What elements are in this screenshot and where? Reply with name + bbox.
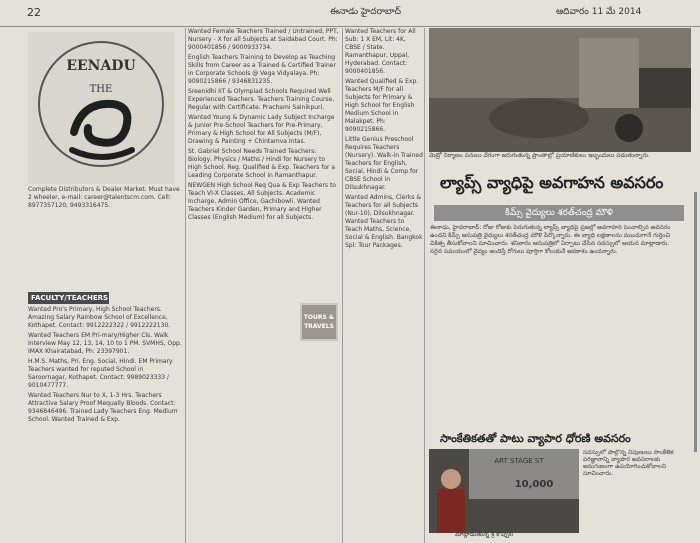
photo-banner-text: ART STAGE ST	[494, 457, 544, 465]
page-header	[0, 0, 700, 27]
classified-column	[28, 186, 182, 290]
column-divider	[342, 28, 343, 543]
logo-tagline: THE	[89, 84, 113, 95]
column-divider	[424, 28, 425, 543]
article-body: ఈనాడు, హైదరాబాద్: రోజు రోజుకు పెరుగుతున్న ల్యాప్స్ వ్యాధిపై ప్రజల్లో అవగాహన పెంచాల్సిన అవసరం ఉందని కిమ్స్ ఆసుపత్రి వైద్యులు శరత్‌చంద్ర మౌళి పేర్కొన్నారు. ఈ వ్యాధి లక్షణాలను ముందుగానే గుర్తించి చికిత్స తీసుకోవాలని సూచించారు. శనివారం ఆసుపత్రిలో ఏర్పాటు చేసిన సదస్సులో ఆయన మాట్లాడారు. సరైన సమయంలో వైద్యం అందిస్తే రోగులు పూర్తిగా కోలుకునే అవకాశం ఉందన్నారు.	[430, 224, 671, 255]
ad-item: St. Gabriel School Needs Trained Teachers: Biology, Physics / Maths / Hindi for Nursery to High School. Reg. Qualified & Exp. Teachers for a Leading Corporate School in Ramanthapur.	[188, 148, 336, 179]
article-headline: ల్యాప్స్ వ్యాధిపై అవగాహన అవసరం	[440, 173, 664, 192]
date-label: ఆదివారం 11 మే 2014	[556, 7, 642, 17]
ad-item: English Teachers Training to Develop as Teaching Skills from Career as a Trained & Certified Trainer in Corporate Schools @ Vega Vidyalaya. Ph: 9090215866 / 9346831235.	[188, 54, 336, 85]
edition-label: ఈనాడు హైదరాబాద్	[330, 7, 402, 17]
ad-item: Little Genius Preschool Requires Teachers (Nursery). Walk-in Trained Teachers for English, Social, Hindi & Comp for CBSE School in Dilsukhnagar.	[345, 136, 423, 191]
classified-column	[188, 28, 340, 543]
photo-number: 10,000	[514, 479, 554, 490]
ad-item: Complete Distributors & Dealer Market. Must have 2 wheeler, e-mail: career@talentscm.com. Cell: 8977357120, 9493316475.	[28, 186, 180, 209]
ad-item: Wanted Female Teachers Trained / Untrained, PPT, Nursery - X for all Subjects at Saidabad Court. Ph: 9000401856 / 9000933734.	[188, 28, 339, 51]
column-divider	[185, 28, 186, 543]
page-number: 22	[27, 6, 41, 19]
travels-text: TRAVELS	[304, 323, 334, 330]
ad-item: Wanted Teachers Nur to X, 1-3 Hrs. Teachers Attractive Salary Proof Mequally Bloods. Contact: 9346846496. Trained Lady Teachers Eng. Medium School. Wanted Trained & Exp.	[28, 392, 178, 423]
ad-item: Wanted Admins, Clerks & Teachers for all Subjects (Nur-10), Dilsukhnagar. Wanted Teachers to Teach Maths, Science, Social & English. Bangkok Spl: Tour Packages.	[345, 194, 423, 249]
ad-item: NEWGEN High School Req Qua & Exp Teachers to Teach VI-X Classes, All Subjects. Academic Incharge, Admin Office, Gachibowli. Wanted Teachers Kinder Garden, Primary and Higher Classes (English Medium) for all Subjects.	[188, 182, 336, 221]
ad-item: Wanted Pro's Primary, High School Teachers. Amazing Salary Rainbow School of Excellence, Kothapet. Contact: 9912222322 / 9912222130.	[28, 306, 171, 329]
ad-item: Sreenidhi IIT & Olympiad Schools Required Well Experienced Teachers. Teachers Training Course, Regular with Certificate. Prachami Sainikpuri.	[188, 88, 335, 111]
article-subhead: సాంకేతికతతో పాటు వ్యాపార ధోరణి అవసరం	[440, 432, 631, 445]
ad-item: Wanted Teachers EM Pri-mary/Higher Cls. Walk Interview May 12, 13, 14, 10 to 1 PM. SVMHS, Opp. IMAX Khairatabad, Ph: 23397901.	[28, 332, 182, 355]
article-continuation: సదస్సులో పాల్గొన్న నిపుణులు సాంకేతిక పరిజ్ఞానాన్ని వ్యాపార అవసరాలకు అనుగుణంగా ఉపయోగించుకోవాలని సూచించారు.	[583, 449, 674, 477]
scrollbar[interactable]	[694, 192, 697, 452]
ad-item: Wanted Teachers for All Sub: 1 X EM, Lit: 4K, CBSE / State. Ramanthapur, Uppal, Hyderabad. Contact: 9000401856.	[345, 28, 416, 75]
ad-item: H.M.S. Maths, Pri. Eng. Social, Hindi. EM Primary Teachers wanted for reputed School in Saroornagar, Kothapet. Contact: 9989023333 / 9010477777.	[28, 358, 173, 389]
article-byline: కిమ్స్ వైద్యులు శరత్‌చంద్ర మౌళి	[434, 205, 684, 221]
logo-text: EENADU	[66, 58, 136, 74]
tours-travels-graphic	[300, 303, 338, 341]
ad-item: Wanted Qualified & Exp. Teachers M/F for all Subjects for Primary & High School for English Medium School in Malakpet. Ph: 9090215866.	[345, 78, 419, 133]
classified-column	[28, 306, 182, 543]
photo-caption: మాట్లాడుతున్న శ్రీ కొప్పుల	[455, 531, 514, 538]
tours-text: TOURS &	[303, 314, 335, 321]
section-label: FACULTY/TEACHERS	[28, 292, 109, 304]
ad-item: Wanted Young & Dynamic Lady Subject Incharge & Junior Pre-School Teachers for Pre-Primary, Primary & High School for All Subjects (M/F), Drawing & Painting + Chintamva Intas.	[188, 114, 335, 145]
classified-column	[345, 28, 423, 543]
photo-article-text: మెట్రో నిర్మాణం పనులు వేగంగా జరుగుతున్న ప్రాంతాల్లో ప్రయాణికులు ఇబ్బందులు పడుతున్నారు.	[429, 152, 650, 159]
eenadu-logo	[28, 32, 174, 184]
street-photo	[429, 28, 691, 152]
event-photo	[429, 449, 579, 533]
